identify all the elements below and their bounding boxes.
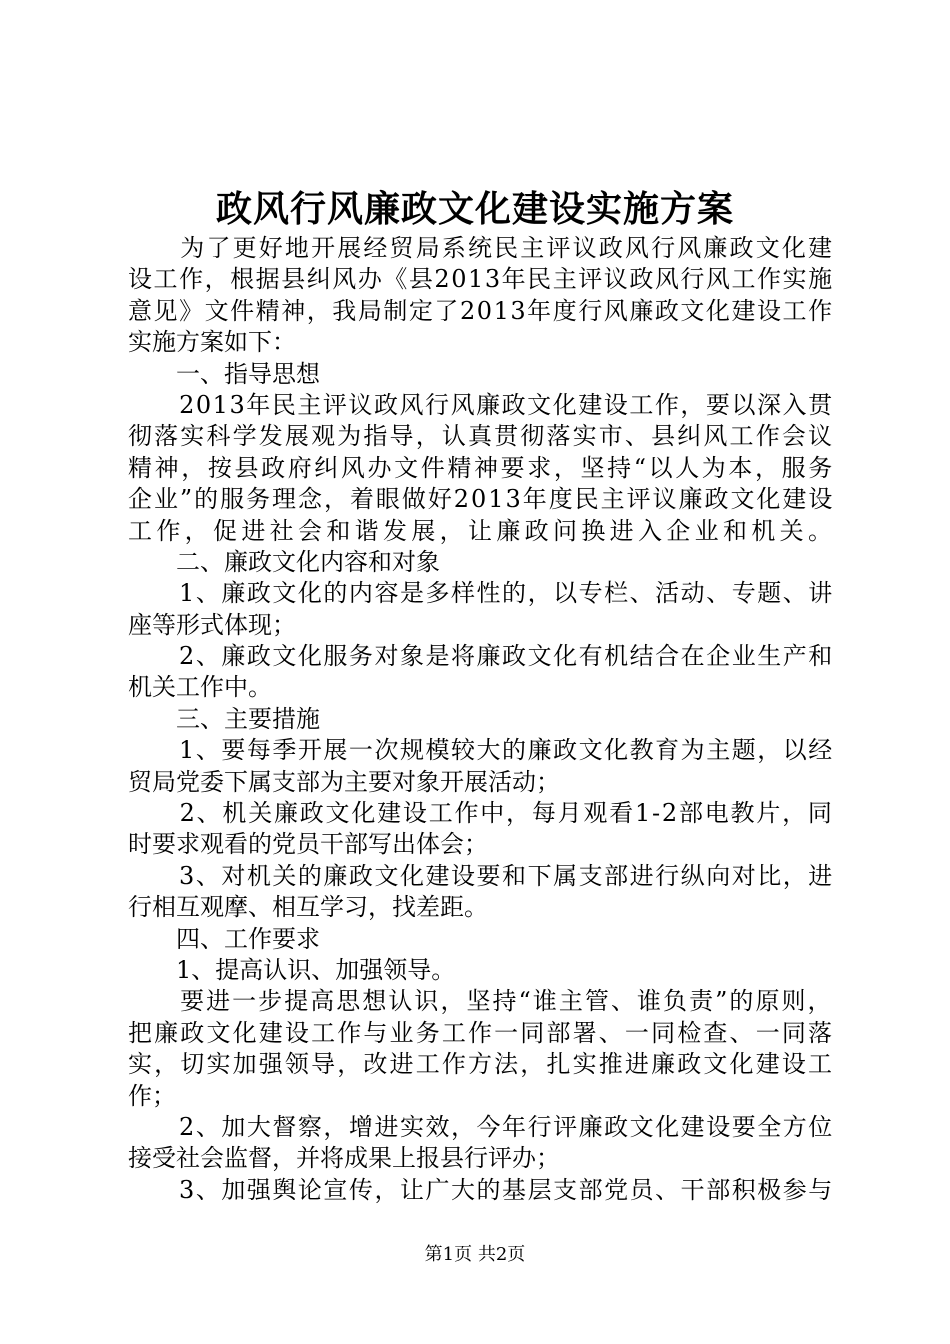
body-line: 2、廉政文化服务对象是将廉政文化有机结合在企业生产和: [128, 642, 834, 671]
body-line: 贸局党委下属支部为主要对象开展活动；: [128, 767, 560, 796]
body-line: 3、加强舆论宣传，让广大的基层支部党员、干部积极参与: [128, 1175, 834, 1204]
body-line: 三、主要措施: [128, 704, 320, 733]
body-line: 设工作，根据县纠风办《县2013年民主评议政风行风工作实施: [128, 265, 834, 294]
body-line: 彻落实科学发展观为指导，认真贯彻落实市、县纠风工作会议: [128, 422, 835, 451]
body-line: 作；: [128, 1081, 176, 1110]
body-line: 2013年民主评议政风行风廉政文化建设工作，要以深入贯: [128, 390, 834, 419]
body-line: 把廉政文化建设工作与业务工作一同部署、一同检查、一同落: [128, 1018, 835, 1047]
body-line: 座等形式体现；: [128, 610, 296, 639]
body-line: 时要求观看的党员干部写出体会；: [128, 830, 488, 859]
body-line: 二、廉政文化内容和对象: [128, 547, 440, 576]
document-title: 政风行风廉政文化建设实施方案: [215, 188, 734, 230]
body-line: 一、指导思想: [128, 359, 320, 388]
body-line: 1、廉政文化的内容是多样性的，以专栏、活动、专题、讲: [128, 579, 834, 608]
body-line: 意见》文件精神，我局制定了2013年度行风廉政文化建设工作: [128, 296, 834, 325]
body-line: 工作，促进社会和谐发展，让廉政问换进入企业和机关。: [128, 516, 837, 545]
document-body: [128, 233, 837, 1206]
body-line: 为了更好地开展经贸局系统民主评议政风行风廉政文化建: [128, 234, 835, 262]
body-line: 1、要每季开展一次规模较大的廉政文化教育为主题，以经: [128, 736, 834, 765]
body-line: 实施方案如下：: [128, 328, 296, 357]
body-line: 机关工作中。: [128, 673, 272, 702]
body-line: 要进一步提高思想认识，坚持“谁主管、谁负责”的原则，: [128, 987, 834, 1016]
page-footer: 第1页 共2页: [424, 1244, 526, 1265]
body-line: 1、提高认识、加强领导。: [128, 955, 456, 984]
body-line: 四、工作要求: [128, 924, 320, 953]
body-line: 2、加大督察，增进实效，今年行评廉政文化建设要全方位: [128, 1112, 834, 1141]
body-line: 接受社会监督，并将成果上报县行评办；: [128, 1144, 560, 1173]
body-line: 3、对机关的廉政文化建设要和下属支部进行纵向对比，进: [128, 861, 834, 890]
body-line: 2、机关廉政文化建设工作中，每月观看1-2部电教片，同: [128, 799, 834, 828]
body-line: 实，切实加强领导，改进工作方法，扎实推进廉政文化建设工: [128, 1050, 835, 1079]
body-line: 企业”的服务理念，着眼做好2013年度民主评议廉政文化建设: [128, 485, 835, 514]
body-line: 行相互观摩、相互学习，找差距。: [128, 893, 488, 922]
body-line: 精神，按县政府纠风办文件精神要求，坚持“以人为本，服务: [128, 453, 835, 482]
